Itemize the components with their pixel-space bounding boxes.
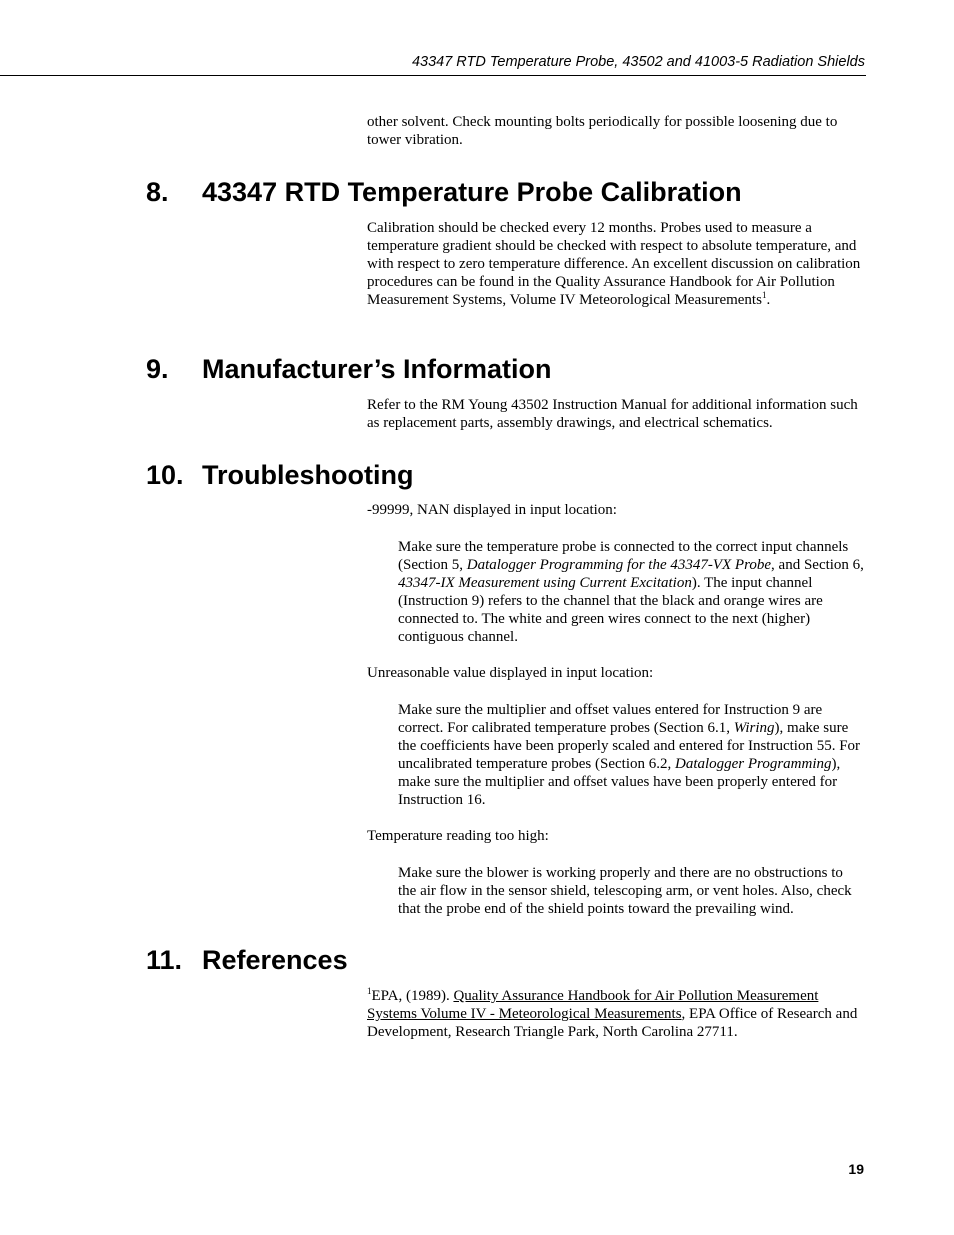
issue-3-fix: Make sure the blower is working properly and there are no obstructions to the air flow in the sensor shield, telescoping arm, or vent holes. Also, check that the probe end of the shield points toward the prevailing wind. (398, 865, 852, 917)
section-9-title: Manufacturer’s Information (202, 354, 552, 384)
section-11-number: 11. (146, 945, 183, 975)
issue-1-fix-text-b: , and Section 6, (771, 557, 864, 573)
reference-1-title: Quality Assurance Handbook for Air Pollution Measurement Systems Volume IV - Meteorological Measurements (367, 988, 819, 1022)
issue-1-symptom: -99999, NAN displayed in input location: (367, 502, 617, 518)
calibration-text-end: . (766, 292, 771, 308)
section-9-heading (146, 353, 552, 385)
section-8-number: 8. (146, 177, 169, 207)
footnote-ref: 1 (761, 290, 767, 300)
issue-2-fix-text-c: ), make sure the multiplier and offset values have been properly entered for Instruction 16. (398, 756, 841, 808)
section-10-number: 10. (146, 460, 184, 490)
issue-3-symptom: Temperature reading too high: (367, 828, 549, 844)
section-9-number: 9. (146, 354, 169, 384)
issue-2-fix-text-a: Make sure the multiplier and offset values entered for Instruction 9 are correct. For calibrated temperature probes (Section 6.1, (398, 702, 823, 736)
reference-1-prefix: EPA, (1989). (371, 988, 454, 1004)
section-8-heading (146, 176, 742, 208)
reference-1 (367, 987, 867, 1041)
section-11-title: References (202, 945, 348, 975)
reference-1-marker: 1 (367, 986, 372, 996)
calibration-paragraph (367, 219, 867, 309)
issue-1-fix-text-a: Make sure the temperature probe is connected to the correct input channels (Section 5, (398, 539, 849, 573)
intro-paragraph: other solvent. Check mounting bolts periodically for possible loosening due to tower vibration. (367, 114, 838, 148)
issue-2-symptom: Unreasonable value displayed in input location: (367, 665, 654, 681)
reference-1-suffix: , EPA Office of Research and Development, Research Triangle Park, North Carolina 27711. (367, 1006, 858, 1040)
header-rule (0, 75, 866, 76)
issue-1-fix (398, 538, 864, 646)
section-10-title: Troubleshooting (202, 460, 414, 490)
issue-1-fix-text-c: ). The input channel (Instruction 9) refers to the channel that the black and orange wires are connected to. The white and green wires connect to the next (higher) contiguous channel. (398, 575, 823, 645)
running-header: 43347 RTD Temperature Probe, 43502 and 41003-5 Radiation Shields (411, 54, 865, 70)
page-number: 19 (848, 1161, 864, 1177)
issue-2-fix-text-b: ), make sure the coefficients have been properly scaled and entered for Instruction 55. For uncalibrated temperature probes (Section 6.2, (398, 720, 861, 772)
issue-1-fix-italic-a: Datalogger Programming for the 43347-VX Probe (466, 557, 772, 573)
section-11-heading (146, 944, 348, 976)
issue-2-fix-italic-b: Datalogger Programming (674, 756, 832, 772)
issue-2-fix-italic-a: Wiring (733, 720, 775, 736)
section-8-title: 43347 RTD Temperature Probe Calibration (202, 177, 742, 207)
issue-2-fix (398, 701, 864, 809)
manufacturer-paragraph: Refer to the RM Young 43502 Instruction Manual for additional information such as replacement parts, assembly drawings, and electrical schematics. (367, 397, 858, 431)
calibration-text: Calibration should be checked every 12 months. Probes used to measure a temperature gradient should be checked with respect to absolute temperature, and with respect to zero temperature difference. An excellent discussion on calibration procedures can be found in the Quality Assurance Handbook for Air Pollution Measurement Systems, Volume IV Meteorological Measurements (367, 220, 861, 308)
section-10-heading (146, 459, 413, 491)
issue-1-fix-italic-b: 43347-IX Measurement using Current Excitation (398, 575, 692, 591)
